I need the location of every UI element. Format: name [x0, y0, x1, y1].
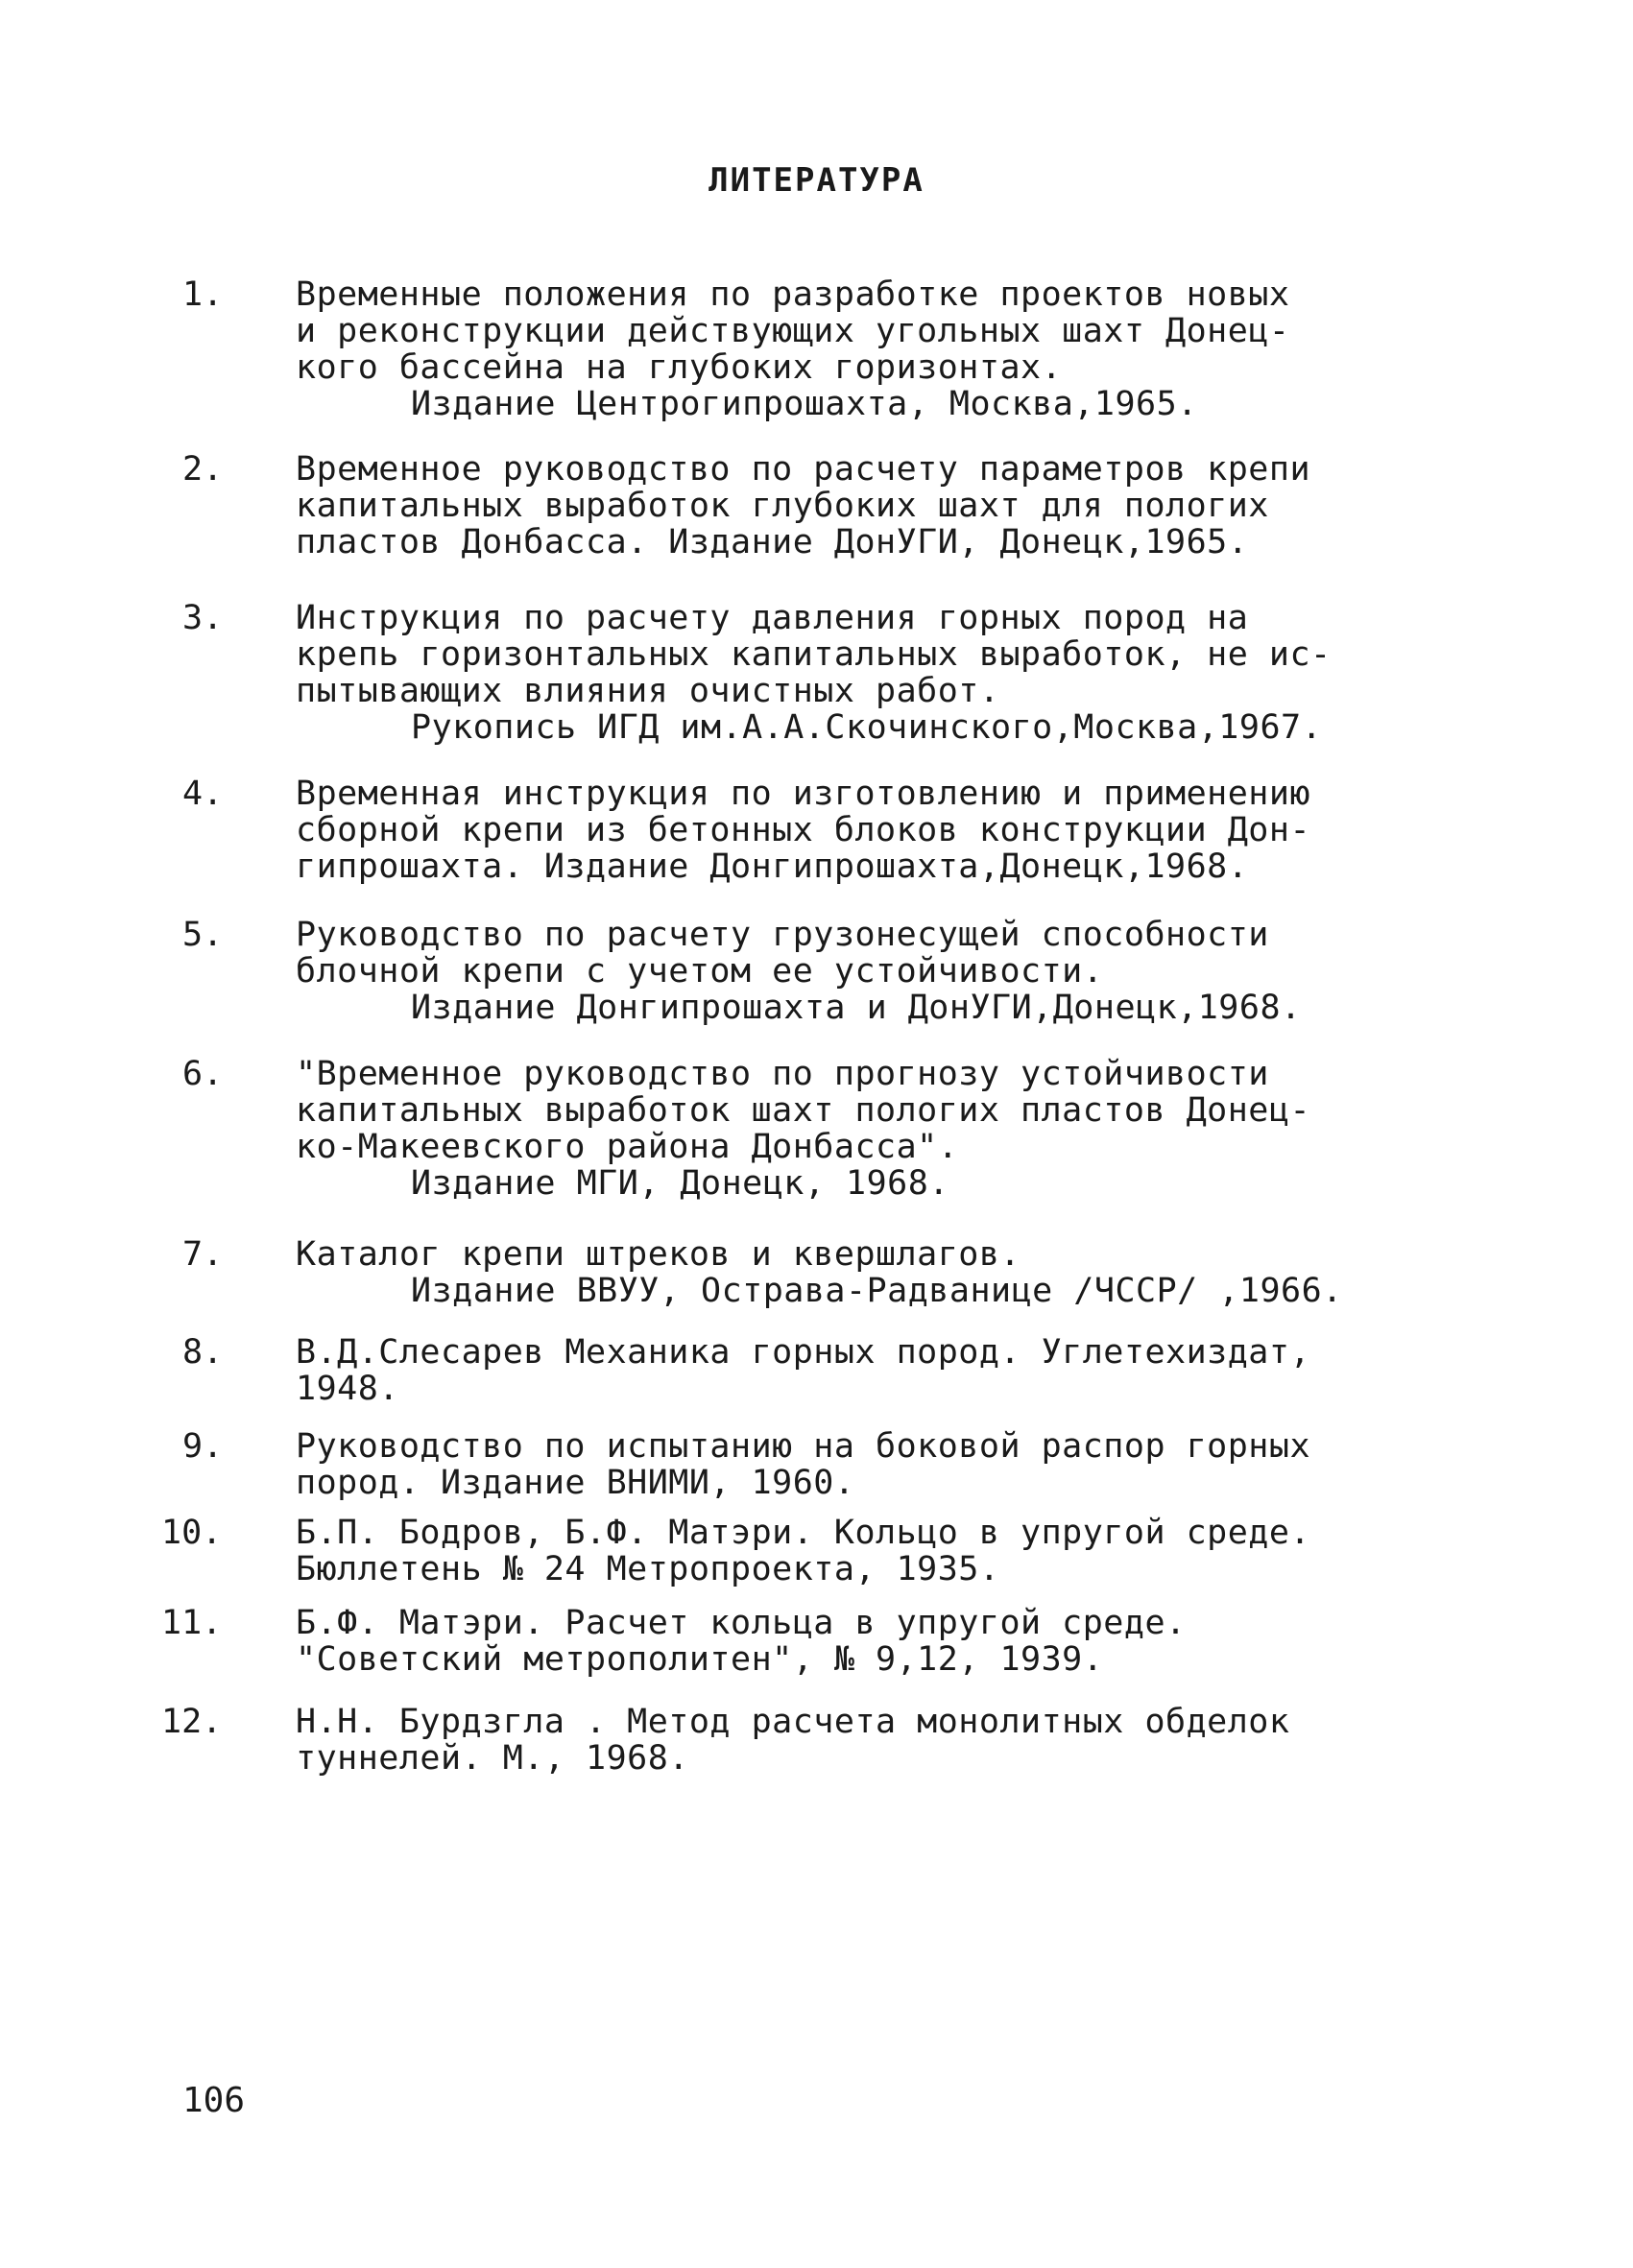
reference-line: капитальных выработок шахт пологих пластов Донец-	[296, 1091, 1311, 1130]
reference-text	[296, 1056, 1459, 1202]
reference-entry	[182, 1236, 1459, 1309]
reference-text	[296, 776, 1459, 885]
reference-line: 1948.	[296, 1370, 399, 1408]
reference-entry	[182, 600, 1459, 746]
reference-line: Руководство по расчету грузонесущей способности	[296, 916, 1269, 954]
reference-number: 11.	[161, 1604, 223, 1642]
reference-line: туннелей. М., 1968.	[296, 1739, 689, 1778]
reference-line: Н.Н. Бурдзгла . Метод расчета монолитных обделок	[296, 1703, 1290, 1741]
reference-line: кого бассейна на глубоких горизонтах.	[296, 348, 1063, 387]
reference-line: и реконструкции действующих угольных шахт Донец-	[296, 312, 1290, 350]
reference-entry	[161, 1703, 1459, 1778]
page-title: ЛИТЕРАТУРА	[708, 161, 925, 200]
reference-entry	[182, 1428, 1459, 1501]
reference-line: ко-Макеевского района Донбасса".	[296, 1128, 959, 1166]
reference-line: блочной крепи с учетом ее устойчивости.	[296, 952, 1104, 991]
reference-entry	[182, 1334, 1459, 1407]
reference-text	[296, 276, 1459, 422]
reference-text	[296, 600, 1459, 746]
reference-text	[296, 1236, 1459, 1309]
reference-number: 3.	[182, 599, 224, 637]
reference-text	[296, 1515, 1459, 1588]
reference-line: "Советский метрополитен", № 9,12, 1939.	[296, 1640, 1104, 1679]
reference-line: сборной крепи из бетонных блоков конструкции Дон-	[296, 811, 1311, 849]
reference-publisher: Издание МГИ, Донецк, 1968.	[411, 1164, 949, 1203]
reference-number: 5.	[182, 916, 224, 954]
reference-publisher: Издание Центрогипрошахта, Москва,1965.	[411, 385, 1198, 423]
reference-line: Б.П. Бодров, Б.Ф. Матэри. Кольцо в упругой среде.	[296, 1514, 1311, 1552]
reference-number: 1.	[182, 275, 224, 314]
reference-line: пластов Донбасса. Издание ДонУГИ, Донецк,1965.	[296, 523, 1249, 561]
reference-number: 2.	[182, 450, 224, 489]
reference-entry	[161, 1514, 1459, 1588]
reference-text	[296, 1334, 1459, 1407]
reference-entry	[182, 917, 1459, 1026]
reference-number: 8.	[182, 1333, 224, 1372]
reference-text	[296, 917, 1459, 1026]
reference-line: Б.Ф. Матэри. Расчет кольца в упругой среде.	[296, 1604, 1187, 1642]
reference-number: 9.	[182, 1427, 224, 1466]
reference-line: Временная инструкция по изготовлению и применению	[296, 775, 1311, 813]
reference-number: 4.	[182, 775, 224, 813]
reference-entry	[182, 276, 1459, 422]
reference-line: крепь горизонтальных капитальных выработок, не ис-	[296, 635, 1332, 674]
reference-line: В.Д.Слесарев Механика горных пород. Углетехиздат,	[296, 1333, 1311, 1372]
reference-line: капитальных выработок глубоких шахт для пологих	[296, 487, 1269, 525]
reference-line: Бюллетень № 24 Метропроекта, 1935.	[296, 1550, 1000, 1588]
reference-entry	[161, 1604, 1459, 1679]
reference-line: гипрошахта. Издание Донгипрошахта,Донецк,1968.	[296, 848, 1249, 886]
reference-number: 10.	[161, 1514, 223, 1552]
page-number: 106	[182, 2081, 246, 2120]
reference-line: пород. Издание ВНИМИ, 1960.	[296, 1464, 855, 1502]
reference-number: 6.	[182, 1055, 224, 1093]
reference-text	[296, 451, 1459, 561]
reference-publisher: Издание Донгипрошахта и ДонУГИ,Донецк,1968.	[411, 989, 1302, 1027]
reference-publisher: Издание ВВУУ, Острава-Радванице /ЧССР/ ,1966.	[411, 1272, 1343, 1310]
reference-publisher: Рукопись ИГД им.А.А.Скочинского,Москва,1967.	[411, 708, 1323, 747]
reference-entry	[182, 451, 1459, 561]
reference-line: Руководство по испытанию на боковой распор горных	[296, 1427, 1311, 1466]
reference-line: Инструкция по расчету давления горных пород на	[296, 599, 1249, 637]
reference-line: Временные положения по разработке проектов новых	[296, 275, 1290, 314]
reference-text	[296, 1428, 1459, 1501]
reference-number: 7.	[182, 1235, 224, 1274]
reference-line: пытывающих влияния очистных работ.	[296, 672, 1000, 710]
reference-line: Каталог крепи штреков и квершлагов.	[296, 1235, 1021, 1274]
reference-text	[296, 1605, 1459, 1678]
reference-line: "Временное руководство по прогнозу устойчивости	[296, 1055, 1269, 1093]
reference-line: Временное руководство по расчету параметров крепи	[296, 450, 1311, 489]
reference-entry	[182, 1056, 1459, 1202]
reference-text	[296, 1704, 1459, 1777]
reference-entry	[182, 776, 1459, 885]
reference-number: 12.	[161, 1703, 223, 1741]
